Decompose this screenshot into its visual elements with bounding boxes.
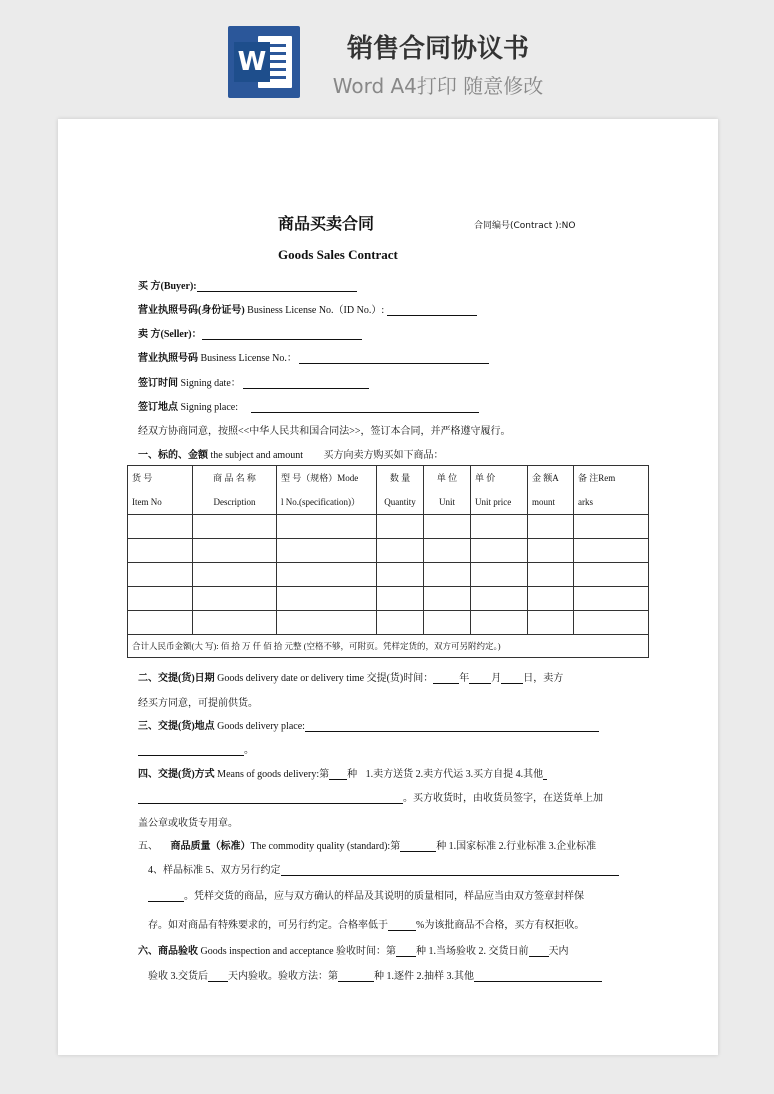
word-letter: W: [234, 42, 270, 82]
preview-header: [0, 0, 774, 110]
section-5-line4: 存。如对商品有特殊要求的，可另行约定。合格率低于 %为该批商品不合格，买方有权拒收。: [148, 920, 585, 931]
header-cell: 商 品 名 称 Description: [193, 466, 277, 515]
table-header-row: [128, 466, 649, 515]
section-2-line: 二、交提(货)日期 Goods delivery date or delivery time 交提(货)时间： 年 月 日，卖方: [138, 673, 564, 684]
section-1-heading: 一、标的、金额 the subject and amount 买方向卖方购买如下商品：: [138, 450, 444, 461]
table-row: [128, 611, 649, 635]
intro-text: 经双方协商同意，按照<<中华人民共和国合同法>>，签订本合同，并严格遵守履行。: [138, 426, 511, 437]
section-6-line2: 验收 3.交货后 天内验收。验收方法：第 种 1.逐件 2.抽样 3.其他: [148, 967, 602, 982]
header-cell: 型 号（规格）Mode l No.(specification)）: [277, 466, 377, 515]
section-4-line: 四、交提(货)方式 Means of goods delivery:第 种 1.卖方送货 2.卖方代运 3.买方自提 4.其他: [138, 765, 547, 780]
section-5-line2: 4、样品标准 5、双方另行约定: [148, 861, 619, 876]
total-amount-cell: 合计人民币金额(大 写): 佰 拾 万 仟 佰 拾 元整 (空格不够，可附页。凭样定货的，双方可另附约定。): [128, 635, 649, 658]
header-cell: 备 注Rem arks: [574, 466, 649, 515]
word-app-icon: [228, 26, 300, 98]
header-cell: 数 量 Quantity: [377, 466, 424, 515]
contract-number: 合同编号(Contract ):NO: [474, 221, 576, 231]
header-cell: 单 位 Unit: [424, 466, 471, 515]
table-row: [128, 587, 649, 611]
table-total-row: [128, 635, 649, 658]
table-row: [128, 539, 649, 563]
sign-place-line: 签订地点 Signing place:: [138, 398, 479, 413]
table-row: [128, 515, 649, 539]
buyer-line: 买 方(Buyer):: [138, 277, 357, 292]
seller-line: 卖 方(Seller)：: [138, 325, 362, 340]
header-cell: 货 号 Item No: [128, 466, 193, 515]
section-6-line: 六、商品验收 Goods inspection and acceptance 验收时间：第 种 1.当场验收 2. 交货日前 天内: [138, 946, 569, 957]
buyer-license-line: 营业执照号码(身份证号) Business License No.（ID No.）:: [138, 301, 477, 316]
sign-date-line: 签订时间 Signing date：: [138, 374, 369, 389]
doc-subtitle: Goods Sales Contract: [278, 247, 398, 262]
header-cell: 单 价 Unit price: [471, 466, 528, 515]
header-title: 销售合同协议书: [346, 34, 529, 64]
goods-table: [127, 465, 649, 658]
doc-title: 商品买卖合同: [278, 214, 375, 233]
header-cell: 金 额A mount: [528, 466, 574, 515]
seller-license-line: 营业执照号码 Business License No.：: [138, 349, 489, 364]
table-row: [128, 563, 649, 587]
section-3-line: 三、交提(货)地点 Goods delivery place:: [138, 717, 599, 732]
document-page: [58, 119, 718, 1055]
section-5-line: 五、 商品质量（标准）The commodity quality (standard):第 种 1.国家标准 2.行业标准 3.企业标准: [138, 841, 597, 852]
section-2-line2: 经买方同意，可提前供货。: [138, 698, 258, 709]
section-5-line3: 。凭样交货的商品，应与双方确认的样品及其说明的质量相同，样品应当由双方签章封样保: [148, 887, 584, 902]
section-3-line2: 。: [138, 741, 254, 756]
section-4-line2: 。买方收货时，由收货员签字，在送货单上加: [138, 789, 603, 804]
section-4-line3: 盖公章或收货专用章。: [138, 818, 238, 829]
header-subtitle: Word A4打印 随意修改: [332, 74, 544, 98]
